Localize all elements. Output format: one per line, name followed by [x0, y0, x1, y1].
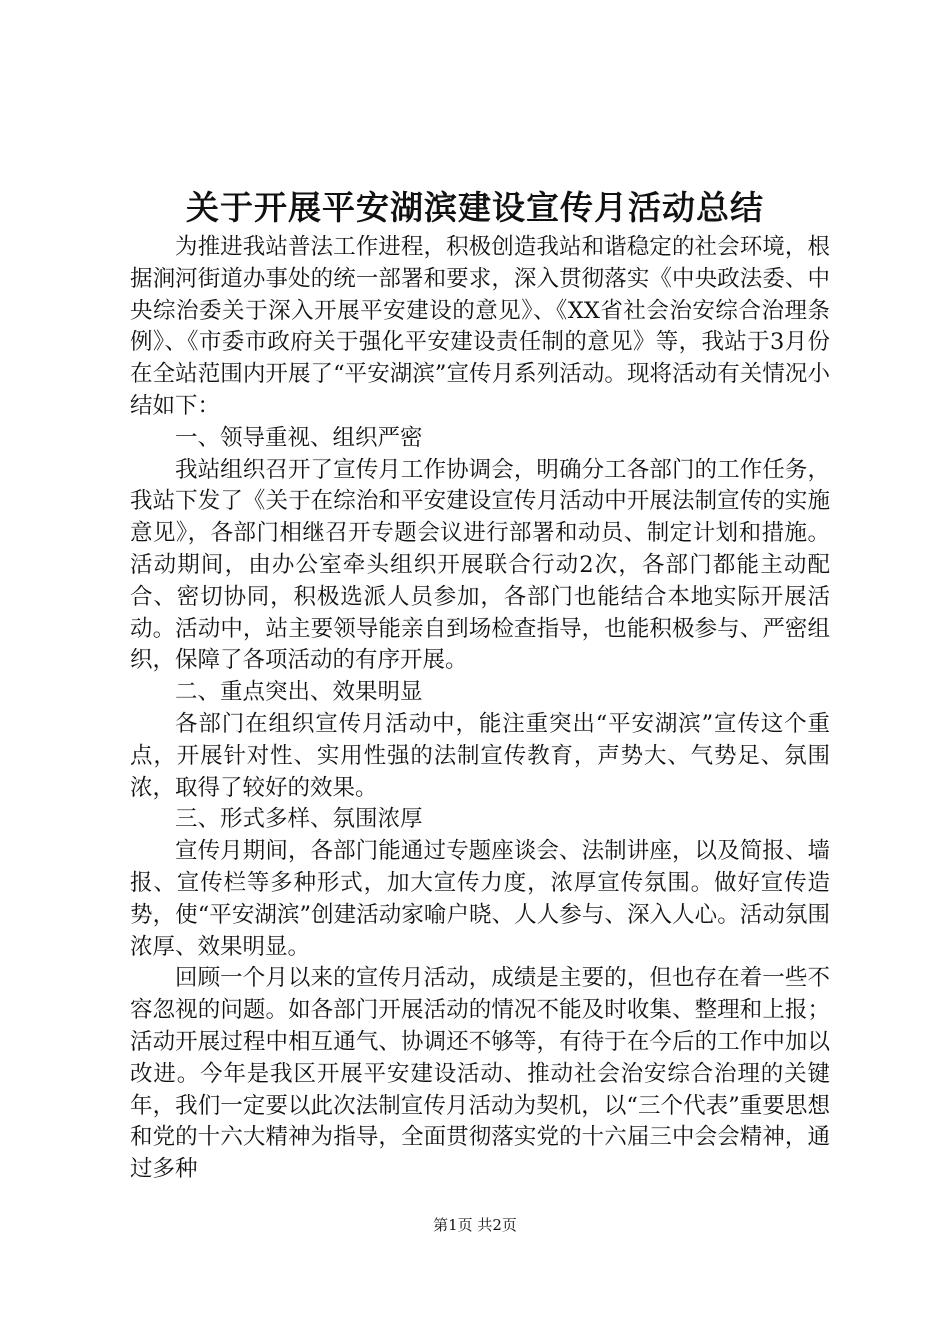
document-title: 关于开展平安湖滨建设宣传月活动总结 [186, 188, 764, 227]
section-paragraph-3: 宣传月期间，各部门能通过专题座谈会、法制讲座，以及简报、墙报、宣传栏等多种形式，加大宣传力度，浓厚宣传氛围。做好宣传造势，使“平安湖滨”创建活动家喻户晓、人人参与、深入人心。活动氛围浓厚、效果明显。 [130, 838, 830, 960]
section-heading-3: 三、形式多样、氛围浓厚 [175, 806, 423, 833]
section-paragraph-2: 各部门在组织宣传月活动中，能注重突出“平安湖滨”宣传这个重点，开展针对性、实用性强的法制宣传教育，声势大、气势足、氛围浓，取得了较好的效果。 [130, 710, 830, 801]
intro-paragraph: 为推进我站普法工作进程，积极创造我站和谐稳定的社会环境，根据涧河街道办事处的统一部署和要求，深入贯彻落实《中央政法委、中央综治委关于深入开展平安建设的意见》、《XX省社会治安综合治理条例》、《市委市政府关于强化平安建设责任制的意见》等，我站于3月份在全站范围内开展了“平安湖滨”宣传月系列活动。现将活动有关情况小结如下： [130, 234, 830, 419]
section-heading-1: 一、领导重视、组织严密 [175, 424, 423, 451]
page-number-footer: 第1页 共2页 [433, 1216, 517, 1234]
section-heading-2: 二、重点突出、效果明显 [175, 679, 423, 706]
review-paragraph: 回顾一个月以来的宣传月活动，成绩是主要的，但也存在着一些不容忽视的问题。如各部门开展活动的情况不能及时收集、整理和上报；活动开展过程中相互通气、协调还不够等，有待于在今后的工作中加以改进。今年是我区开展平安建设活动、推动社会治安综合治理的关键年，我们一定要以此次法制宣传月活动为契机，以“三个代表”重要思想和党的十六大精神为指导，全面贯彻落实党的十六届三中会会精神，通过多种 [130, 965, 830, 1183]
document-body [130, 232, 830, 1186]
section-paragraph-1: 我站组织召开了宣传月工作协调会，明确分工各部门的工作任务，我站下发了《关于在综治和平安建设宣传月活动中开展法制宣传的实施意见》，各部门相继召开专题会议进行部署和动员、制定计划和措施。活动期间，由办公室牵头组织开展联合行动2次，各部门都能主动配合、密切协同，积极选派人员参加，各部门也能结合本地实际开展活动。活动中，站主要领导能亲自到场检查指导，也能积极参与、严密组织，保障了各项活动的有序开展。 [130, 456, 830, 674]
